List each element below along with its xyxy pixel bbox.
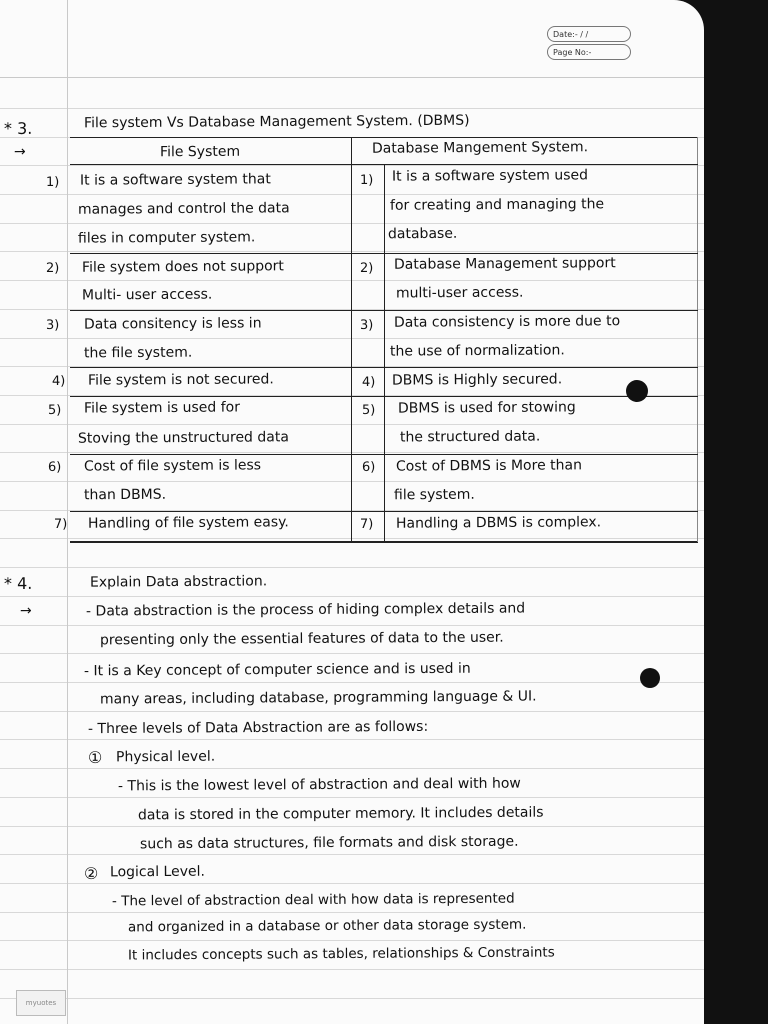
ruled-line	[0, 165, 704, 166]
row-2-db-line-2: multi-user access.	[395, 284, 524, 302]
answer-arrow: →	[19, 602, 32, 620]
ink-blot	[640, 668, 660, 688]
ruled-line	[0, 768, 704, 769]
row-2-db-number: 2)	[359, 260, 374, 277]
row-1-db-line-1: It is a software system used	[391, 167, 589, 185]
question-4-title: Explain Data abstraction.	[89, 573, 268, 591]
answer-arrow: →	[13, 143, 26, 161]
ruled-line	[0, 280, 704, 281]
column-header-file-system: File System	[159, 143, 241, 161]
row-3-fs-number: 3)	[45, 317, 60, 334]
row-1-fs-line-3: files in computer system.	[77, 229, 256, 247]
level-2-title: Logical Level.	[109, 863, 205, 881]
row-6-fs-line-2: than DBMS.	[83, 486, 167, 504]
ruled-line	[0, 223, 704, 224]
level-1-marker: ①	[87, 747, 103, 768]
row-separator	[70, 367, 698, 368]
ruled-line	[0, 424, 704, 425]
level-1-line-2: data is stored in the computer memory. It includes details	[137, 804, 544, 824]
row-1-db-number: 1)	[359, 172, 374, 189]
ruled-line	[0, 883, 704, 884]
level-2-line-1: - The level of abstraction deal with how data is represented	[111, 890, 515, 910]
row-1-fs-line-1: It is a software system that	[79, 171, 271, 189]
row-7-fs-line-1: Handling of file system easy.	[87, 514, 289, 532]
level-2-line-3: It includes concepts such as tables, relationships & Constraints	[127, 944, 555, 964]
q4-line-1: - Data abstraction is the process of hiding complex details and	[85, 600, 526, 620]
row-5-fs-number: 5)	[47, 402, 62, 419]
row-5-db-number: 5)	[361, 402, 376, 419]
row-2-db-line-1: Database Management support	[393, 255, 616, 273]
page-number-field: Page No:-	[547, 44, 631, 60]
ruled-line	[0, 625, 704, 626]
ruled-line	[0, 338, 704, 339]
ruled-line	[0, 711, 704, 712]
level-2-line-2: and organized in a database or other data storage system.	[127, 916, 527, 936]
row-2-fs-line-1: File system does not support	[81, 258, 284, 276]
ink-blot	[626, 380, 648, 402]
row-3-db-number: 3)	[359, 317, 374, 334]
header-divider	[0, 77, 704, 78]
q4-line-3: - It is a Key concept of computer science and is used in	[83, 660, 471, 680]
question-3-number: * 3.	[3, 118, 33, 139]
row-1-db-line-3: database.	[387, 225, 458, 243]
level-1-line-1: - This is the lowest level of abstraction and deal with how	[117, 775, 521, 795]
row-3-fs-line-1: Data consitency is less in	[83, 315, 262, 333]
notebook-logo: myuotes	[16, 990, 66, 1016]
level-1-title: Physical level.	[115, 748, 216, 766]
row-7-db-line-1: Handling a DBMS is complex.	[395, 514, 602, 532]
ruled-line	[0, 854, 704, 855]
question-4-number: * 4.	[3, 573, 33, 594]
level-1-line-3: such as data structures, file formats and disk storage.	[139, 833, 519, 853]
row-5-db-line-1: DBMS is used for stowing	[397, 399, 576, 417]
row-separator	[70, 454, 698, 455]
table-center-divider	[351, 137, 352, 542]
row-separator	[70, 511, 698, 512]
row-6-fs-line-1: Cost of file system is less	[83, 457, 262, 475]
row-6-fs-number: 6)	[47, 459, 62, 476]
row-6-db-line-2: file system.	[393, 486, 475, 504]
date-field: Date:- / /	[547, 26, 631, 42]
row-6-db-number: 6)	[361, 459, 376, 476]
question-3-title: File system Vs Database Management System. (DBMS)	[83, 112, 470, 132]
ruled-line	[0, 108, 704, 109]
q4-line-5: - Three levels of Data Abstraction are as follows:	[87, 718, 429, 738]
ruled-line	[0, 739, 704, 740]
column-header-dbms: Database Mangement System.	[371, 139, 589, 157]
row-5-fs-line-1: File system is used for	[83, 399, 241, 417]
q4-line-4: many areas, including database, programming language & UI.	[99, 688, 537, 708]
ruled-line	[0, 538, 704, 539]
ruled-line	[0, 682, 704, 683]
row-3-db-line-2: the use of normalization.	[389, 342, 565, 360]
row-6-db-line-1: Cost of DBMS is More than	[395, 457, 582, 475]
row-1-db-line-2: for creating and managing the	[389, 196, 605, 214]
ruled-line	[0, 969, 704, 970]
ruled-line	[0, 940, 704, 941]
row-3-fs-line-2: the file system.	[83, 344, 193, 362]
row-separator	[70, 253, 698, 254]
row-2-fs-line-2: Multi- user access.	[81, 286, 213, 304]
row-5-db-line-2: the structured data.	[399, 428, 541, 446]
level-2-marker: ②	[83, 863, 99, 884]
row-4-db-number: 4)	[361, 374, 376, 391]
row-4-db-line-1: DBMS is Highly secured.	[391, 371, 563, 389]
table-number-divider	[384, 164, 385, 542]
row-2-fs-number: 2)	[45, 260, 60, 277]
row-1-fs-number: 1)	[45, 174, 60, 191]
row-7-fs-number: 7)	[53, 516, 68, 533]
ruled-line	[0, 251, 704, 252]
ruled-line	[0, 797, 704, 798]
ruled-line	[0, 452, 704, 453]
ruled-line	[0, 912, 704, 913]
row-4-fs-number: 4)	[51, 373, 66, 390]
ruled-line	[0, 653, 704, 654]
q4-line-2: presenting only the essential features of data to the user.	[99, 629, 504, 649]
row-separator	[70, 310, 698, 311]
ruled-line	[0, 596, 704, 597]
row-4-fs-line-1: File system is not secured.	[87, 371, 274, 389]
row-1-fs-line-2: manages and control the data	[77, 200, 290, 218]
ruled-line	[0, 998, 704, 999]
row-5-fs-line-2: Stoving the unstructured data	[77, 429, 289, 447]
ruled-line	[0, 826, 704, 827]
table-header-separator	[70, 164, 698, 165]
ruled-line	[0, 481, 704, 482]
ruled-line	[0, 567, 704, 568]
row-3-db-line-1: Data consistency is more due to	[393, 313, 621, 331]
table-right-border	[697, 137, 698, 542]
table-top-border	[70, 137, 698, 138]
ruled-line	[0, 194, 704, 195]
row-7-db-number: 7)	[359, 516, 374, 533]
margin-line	[67, 0, 68, 1024]
row-separator	[70, 396, 698, 397]
